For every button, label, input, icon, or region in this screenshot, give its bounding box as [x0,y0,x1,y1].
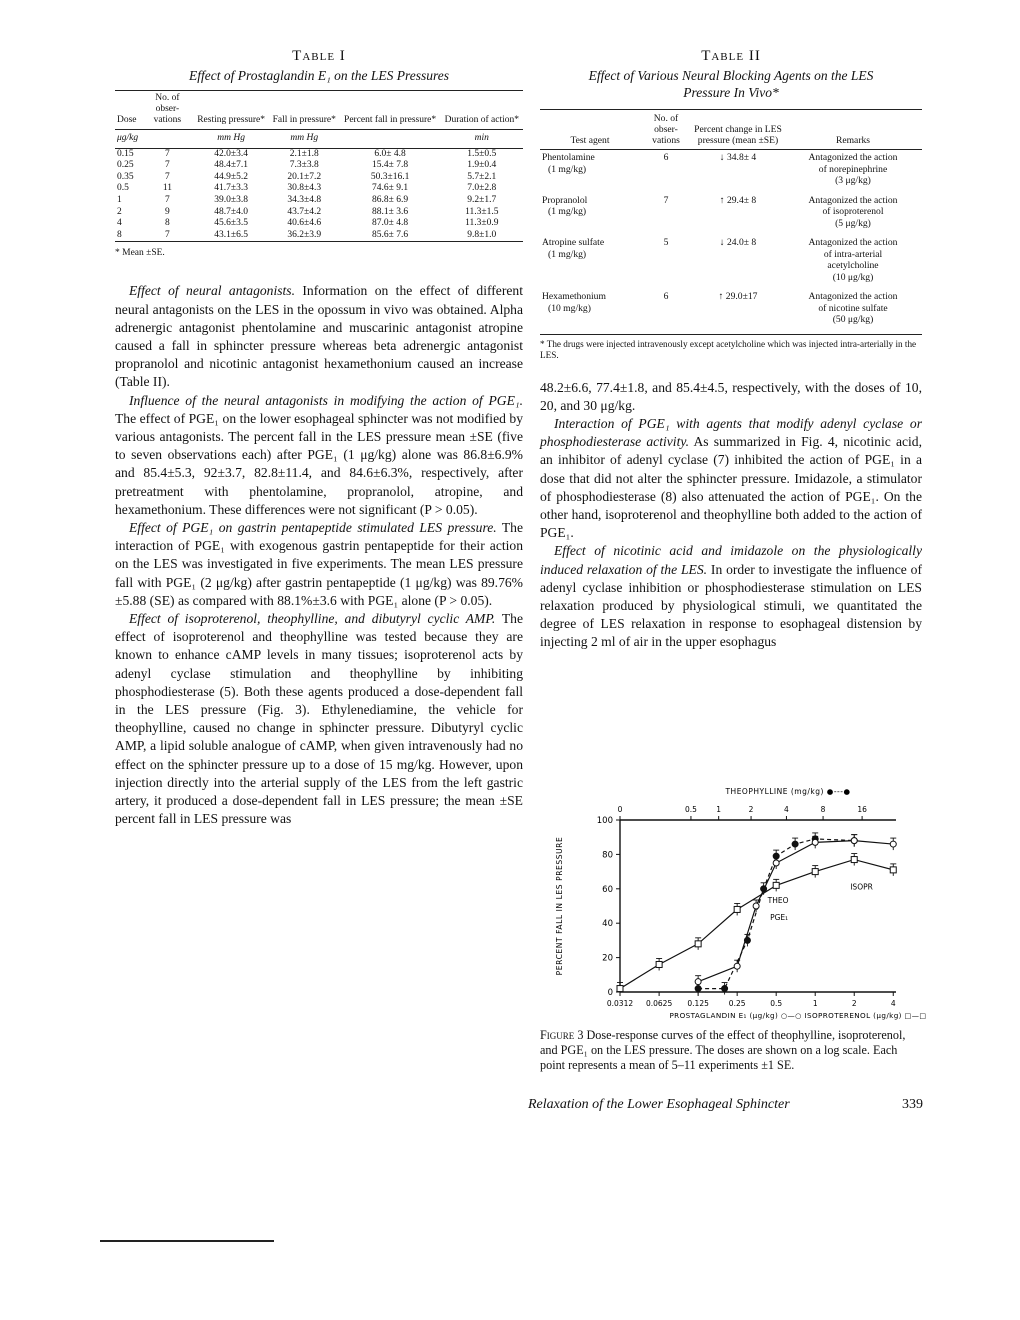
table1-label: Table I [292,48,346,64]
paragraph [115,392,523,519]
table2-title-line: Pressure In Vivo* [683,85,779,100]
top-tick-label: 8 [820,805,826,814]
test-agent-cell [540,193,640,236]
table1-body [115,148,523,242]
remark-line: of nicotine sulfate [818,302,888,314]
percent-change-cell: ↑ 29.0±17 [718,291,758,302]
table-cell: 88.1± 3.6 [372,206,409,217]
t1-header-dose: Dose [117,115,137,125]
paragraph-text: Information on the effect of different neural antagonists on the LES in the opossum in vivo was obtained. Alpha adrenergic antagonist phentolamine and muscarinic antagonist atropine caused a fall in sphincter pressure whereas beta adrenergic antagonist propranolol and nicotinic antagonist hexamethonium caused an increase (Table II). [115,283,523,390]
table-cell: 86.8± 6.9 [372,194,409,205]
table2-label: Table II [701,48,761,64]
data-point [753,903,759,909]
data-point [734,906,740,912]
table-cell: 36.2±3.9 [287,229,322,240]
figure-caption-text: Dose-response curves of the effect of theophylline, isoproterenol, and PGE₁ on the LES pressure. The doses are shown on a log scale. Each point represents a mean of 5–11 experiments ±1 SE. [540,1028,906,1072]
x-tick-label: 0.5 [770,999,783,1008]
t1-unit: mm Hg [217,133,245,143]
paragraph [115,282,523,391]
data-point [812,869,818,875]
data-point [851,838,857,844]
paragraph: 48.2±6.6, 77.4±1.8, and 85.4±4.5, respectively, with the doses of 10, 20, and 30 μg/kg. [540,379,922,413]
table-cell: 30.8±4.3 [287,183,322,194]
y-tick-label: 40 [602,919,613,930]
t1-header-duration: Duration of action* [444,115,519,125]
table-cell: 50.3±16.1 [370,171,410,182]
data-point [722,986,728,992]
figure-caption [540,1028,924,1073]
t2-header-n: No. of obser-vations [652,113,680,146]
t1-unit: min [474,133,489,143]
table-cell: 11.3±1.5 [465,206,499,217]
remarks-cell [784,150,922,193]
table-cell: 0.5 [117,183,129,194]
table-cell: 8 [117,229,122,240]
top-tick-label: 4 [784,805,789,814]
y-tick-label: 0 [607,988,613,998]
t1-unit [141,130,193,149]
table-cell: 9.2±1.7 [467,194,497,205]
x-tick-label: 0.25 [728,999,746,1008]
agent-dose: (10 mg/kg) [548,302,591,314]
table-cell: 48.7±4.0 [214,206,248,217]
figure-3 [548,770,928,1028]
remark-line: (3 μg/kg) [835,175,871,186]
table-row [115,230,523,242]
footer-rule [100,1240,274,1242]
remark-line: Antagonized the action [808,237,898,248]
t2-header-change: Percent change in LES pressure (mean ±SE) [694,124,782,146]
table-cell: 1 [117,194,122,205]
table-cell: 9.8±1.0 [467,229,497,240]
t2-header-remarks: Remarks [835,135,871,146]
top-tick-label: 2 [748,805,754,814]
data-point [890,841,896,847]
table-cell: 85.6± 7.6 [372,229,409,240]
section-heading: Effect of nicotinic acid and imidazole on the physiologically induced relaxation of the LES. [540,543,922,577]
observations-cell: 6 [663,291,669,302]
observations-cell: 5 [663,237,669,248]
table-cell: 0.15 [117,148,134,159]
table-cell: 48.4±7.1 [214,160,248,171]
page-number: 339 [902,1097,923,1112]
remark-line: of norepinephrine [818,163,888,175]
series-label: PGE₁ [770,913,789,922]
right-body-text [540,379,922,652]
table2-rule [540,334,922,335]
table-cell: 7 [165,171,170,182]
table-cell: 41.7±3.3 [214,183,248,194]
remark-line: (50 μg/kg) [832,314,874,325]
table-cell: 11 [162,183,172,194]
t1-unit: μg/kg [117,133,139,143]
remarks-cell [784,235,922,289]
observations-cell: 7 [663,194,669,206]
agent-name: Atropine sulfate [542,237,605,248]
paragraph [540,542,922,651]
remark-line: of isoproterenol [822,206,884,217]
table-cell: 40.6±4.6 [287,218,322,229]
table-cell: 43.1±6.5 [214,229,248,240]
x-tick-label: 4 [890,999,896,1008]
table2 [540,109,922,332]
section-heading: Effect of PGE₁ on gastrin pentapeptide stimulated LES pressure. [129,519,497,535]
data-point [695,941,701,947]
agent-name: Phentolamine [542,152,595,163]
right-column [540,48,922,652]
table-cell: 7 [165,194,170,205]
x-tick-label: 0.0312 [606,999,634,1008]
table-row [540,193,922,236]
test-agent-cell [540,289,640,332]
t1-header-resting: Resting pressure* [197,115,266,125]
table2-title [540,67,922,101]
table-cell: 9 [165,206,170,217]
data-point [890,867,896,873]
paragraph-text: The interaction of PGE₁ with exogenous gastrin pentapeptide for their action on the LES was investigated in five experiments. The mean LES pressure fall with PGE₁ (2 μg/kg) after gastrin pentapeptide (1 μg/kg) was 89.76%±5.88 (SE) as compared with 88.1%±3.6 with PGE₁ alone (P > 0.05). [115,519,524,608]
table-cell: 8 [165,218,170,229]
remarks-cell [784,289,922,332]
t1-header-percent: Percent fall in pressure* [344,115,437,125]
table1 [115,90,523,242]
table-cell: 39.0±3.8 [214,194,248,205]
table-cell: 0.25 [117,160,134,171]
top-tick-label: 0.5 [684,805,697,814]
table-cell: 44.9±5.2 [214,171,248,182]
table-cell: 34.3±4.8 [287,194,322,205]
y-tick-label: 20 [602,953,613,964]
table-row [115,160,523,172]
observations-cell: 6 [663,152,669,163]
paragraph [115,610,523,828]
page-footer [528,1097,923,1113]
table-cell: 0.35 [117,171,134,182]
table2-body [540,150,922,332]
t1-unit [340,130,441,149]
paragraph [540,415,922,542]
top-tick-label: 1 [716,805,722,814]
percent-change-cell: ↑ 29.4± 8 [719,194,757,206]
top-axis-label: THEOPHYLLINE (mg/kg) ●---● [725,787,851,796]
table-row [115,172,523,184]
table-row [115,183,523,195]
table-cell: 7.3±3.8 [289,160,319,171]
data-point [812,839,818,845]
test-agent-cell [540,235,640,289]
table-row [115,148,523,160]
table-cell: 20.1±7.2 [287,171,322,182]
data-point [617,986,623,992]
paragraph [115,519,523,610]
t1-unit: mm Hg [290,133,319,143]
y-tick-label: 80 [602,850,613,861]
data-point [773,882,779,888]
y-tick-label: 100 [596,816,613,826]
table-cell: 74.6± 9.1 [372,183,409,194]
section-heading: Effect of isoproterenol, theophylline, and dibutyryl cyclic AMP. [129,611,496,626]
t1-header-fall: Fall in pressure* [272,115,336,125]
data-point [734,963,740,969]
x-tick-label: 2 [851,999,857,1008]
top-tick-label: 16 [857,805,867,814]
remarks-cell [784,193,922,236]
table-cell: 7 [165,229,170,240]
table1-title: Effect of Prostaglandin E₁ on the LES Pressures [188,68,450,83]
table-row [115,218,523,230]
table-cell: 7 [165,148,170,159]
paragraph-text: The effect of PGE₁ on the lower esophageal sphincter was not modified by various antagonists. The percent fall in the LES pressure mean ±SE (five to seven observations each) after PGE₁ (1 μg/kg) alone was 86.8±6.9% and 85.4±5.3, 92±3.7, 82.8±11.4, and 84.6±6.3%, respectively, after pretreatment with phentolamine, propranolol, atropine, and hexamethonium. These differences were not significant (P > 0.05). [115,410,523,517]
table-row [540,235,922,289]
table-cell: 15.4± 7.8 [372,160,409,171]
figure-caption-label: Figure 3 [540,1028,584,1042]
section-heading: Interaction of PGE₁ with agents that modify adenyl cyclase or phosphodiesterase activity. [540,415,922,450]
paragraph-text: In order to investigate the influence of adenyl cyclase inhibition or phosphodiesterase stimulation on LES relaxation produced by physiological stimuli, we quantitated the degree of LES relaxation in response to esophageal distension by injecting 2 ml of air in the upper esophagus [540,561,922,650]
left-column [115,48,523,828]
agent-name: Hexamethonium [542,291,606,302]
table-row [540,150,922,193]
table-row [115,207,523,219]
table2-footnote: * The drugs were injected intravenously except acetylcholine which was injected intra-arterially in the LES. [540,338,917,360]
x-tick-label: 1 [812,999,818,1008]
y-axis-label: PERCENT FALL IN LES PRESSURE [555,836,564,976]
left-body-text [115,282,523,828]
top-tick-label: 0 [617,805,623,814]
remark-line: acetylcholine [827,260,879,271]
paragraph-text: As summarized in Fig. 4, nicotinic acid, an inhibitor of adenyl cyclase (7) inhibited the action of PGE₁ in a dose that did not alter the sphincter pressure. Imidazole, a stimulator of phosphodiesterase (8) also attenuated the action of PGE₁. On the other hand, isoproterenol and theophylline both added to the action of PGE₁. [540,434,922,541]
t2-header-agent: Test agent [570,135,610,146]
t1-header-n: No. of obser-vations [153,93,182,125]
table-cell: 43.7±4.2 [287,206,322,217]
remark-line: (5 μg/kg) [835,217,871,229]
paragraph-text: The effect of isoproterenol and theophylline was tested because they are known to enhance cAMP levels in many tissues; isoproterenol acts by adenyl cyclase stimulation and theophylline by inhibiting phosphodiesterase (5). Both these agents produced a dose-dependent fall in the LES pressure (Fig. 3). Ethylenediamine, the vehicle for theophylline, caused no change in sphincter pressure. Dibutyryl cyclic AMP, a lipid soluble analogue of cAMP, when given intravenously had no effect on the sphincter pressure up to a dose of 15 mg/kg. However, upon injection directly into the arterial supply of the LES from the left gastric artery, it produced a dose-dependent fall in LES pressure; the mean ±SE percent fall in LES pressure was [115,611,523,827]
agent-dose: (1 mg/kg) [548,248,587,260]
table-cell: 2 [117,206,122,217]
data-point [792,841,798,847]
table-row [540,289,922,332]
table-cell: 7.0±2.8 [467,183,497,194]
agent-dose: (1 mg/kg) [548,163,587,175]
x-tick-label: 0.125 [687,999,709,1008]
data-point [773,860,779,866]
test-agent-cell [540,150,640,193]
running-title: Relaxation of the Lower Esophageal Sphincter [528,1097,790,1112]
table-cell: 87.0± 4.8 [372,218,409,229]
table-cell: 1.9±0.4 [467,160,497,171]
table-cell: 11.3±0.9 [465,218,499,229]
table-cell: 6.0± 4.8 [374,148,406,159]
table-cell: 42.0±3.4 [214,148,248,159]
series-label: ISOPR [850,882,873,892]
section-heading: Influence of the neural antagonists in modifying the action of PGE₁. [129,392,523,408]
agent-name: Propranolol [542,194,588,206]
table-row [115,195,523,207]
dose-response-chart [548,770,928,1028]
table-cell: 45.6±3.5 [214,218,248,229]
section-heading: Effect of neural antagonists. [129,283,295,299]
remark-line: of intra-arterial [823,248,883,260]
series-line-0 [620,860,893,989]
data-point [851,857,857,863]
percent-change-cell: ↓ 34.8± 4 [719,152,757,163]
remark-line: Antagonized the action [808,152,898,163]
table-cell: 4 [117,218,122,229]
remark-line: Antagonized the action [808,194,898,206]
table2-title-line: Effect of Various Neural Blocking Agents on the LES [588,68,874,83]
data-point [695,979,701,985]
agent-dose: (1 mg/kg) [548,206,587,217]
bottom-axis-label: PROSTAGLANDIN E₁ (μg/kg) ○—○ ISOPROTERENOL (μg/kg) □—□ [669,1011,927,1020]
x-tick-label: 0.0625 [645,999,673,1008]
percent-change-cell: ↓ 24.0± 8 [719,237,757,248]
remark-line: Antagonized the action [808,291,898,302]
series-label: THEO [767,895,789,905]
table-cell: 7 [165,160,170,171]
table1-footnote: * Mean ±SE. [115,248,165,259]
table-cell: 5.7±2.1 [467,171,497,182]
remark-line: (10 μg/kg) [832,271,874,283]
data-point [656,961,662,967]
table-cell: 1.5±0.5 [467,148,497,159]
y-tick-label: 60 [602,884,613,895]
table-cell: 2.1±1.8 [289,148,319,159]
